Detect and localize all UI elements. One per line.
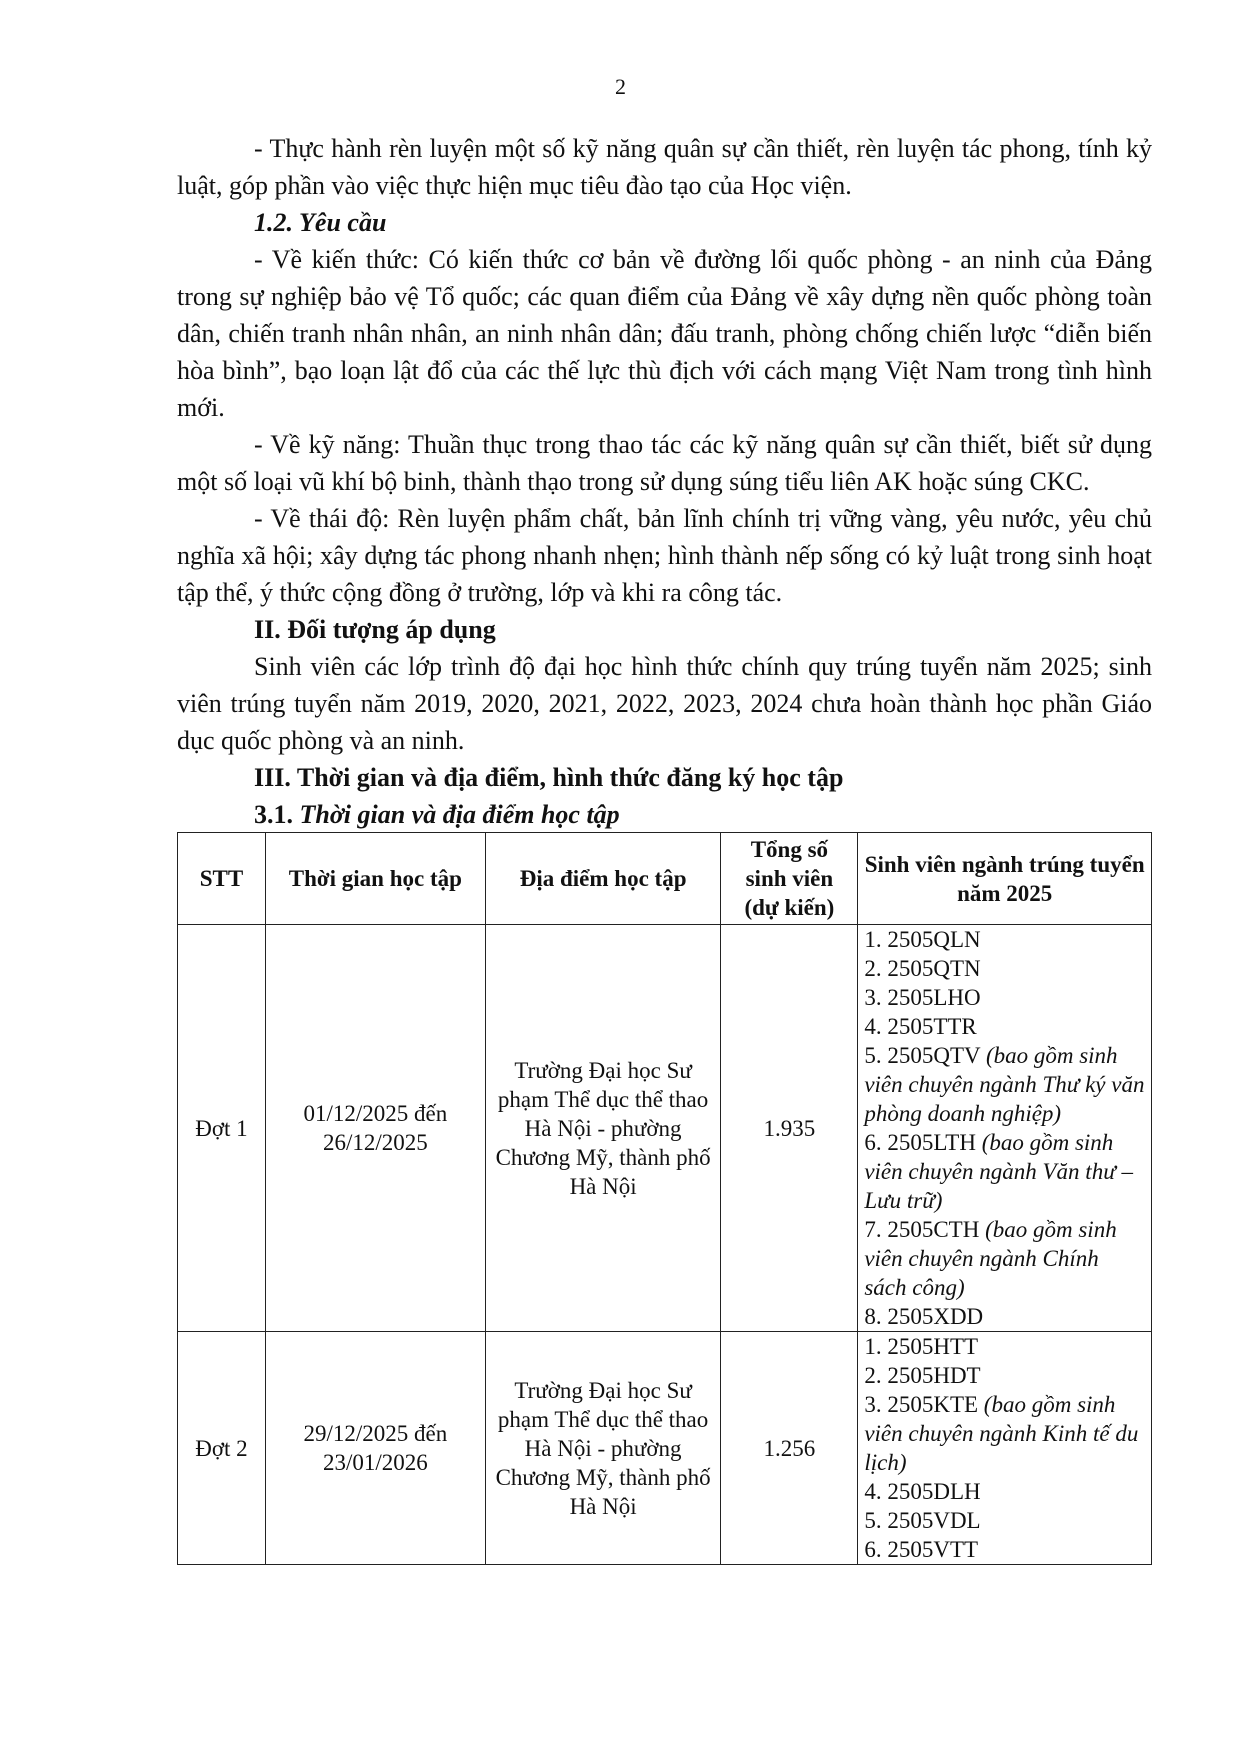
cell-total: 1.935 — [721, 925, 858, 1332]
heading-requirements: 1.2. Yêu cầu — [254, 208, 387, 237]
table-row — [178, 1332, 1152, 1565]
list-item: 4. 2505TTR — [864, 1014, 977, 1039]
schedule-table — [177, 832, 1152, 1565]
list-item: 1. 2505QLN — [864, 927, 981, 952]
list-item: 7. 2505CTH (bao gồm sinh viên chuyên ngành Chính sách công) — [864, 1217, 1117, 1300]
cell-time: 01/12/2025 đến 26/12/2025 — [265, 925, 485, 1332]
cell-total: 1.256 — [721, 1332, 858, 1565]
paragraph-practice: - Thực hành rèn luyện một số kỹ năng quân sự cần thiết, rèn luyện tác phong, tính kỷ luật, góp phần vào việc thực hiện mục tiêu đào tạo của Học viện. — [177, 134, 1152, 200]
heading-time-location: III. Thời gian và địa điểm, hình thức đăng ký học tập — [254, 763, 844, 792]
list-item: 2. 2505HDT — [864, 1363, 981, 1388]
list-item: 5. 2505QTV (bao gồm sinh viên chuyên ngành Thư ký văn phòng doanh nghiệp) — [864, 1043, 1145, 1126]
subheading-text: Thời gian và địa điểm học tập — [293, 800, 620, 829]
list-item: 6. 2505LTH (bao gồm sinh viên chuyên ngành Văn thư – Lưu trữ) — [864, 1130, 1133, 1213]
cell-stt: Đợt 1 — [178, 925, 266, 1332]
list-item: 1. 2505HTT — [864, 1334, 979, 1359]
page-number: 2 — [615, 74, 626, 99]
table-row — [178, 925, 1152, 1332]
list-item: 3. 2505KTE (bao gồm sinh viên chuyên ngành Kinh tế du lịch) — [864, 1392, 1139, 1475]
cell-time: 29/12/2025 đến 23/01/2026 — [265, 1332, 485, 1565]
table-header-row — [178, 833, 1152, 925]
list-item: 5. 2505VDL — [864, 1508, 981, 1533]
document-body — [177, 130, 1152, 833]
cell-majors — [858, 1332, 1152, 1565]
heading-target-group: II. Đối tượng áp dụng — [254, 615, 496, 644]
paragraph-skills: - Về kỹ năng: Thuần thục trong thao tác các kỹ năng quân sự cần thiết, biết sử dụng một số loại vũ khí bộ binh, thành thạo trong sử dụng súng tiểu liên AK hoặc súng CKC. — [177, 430, 1152, 496]
cell-majors — [858, 925, 1152, 1332]
subheading-number: 3.1. — [254, 800, 293, 829]
cell-stt: Đợt 2 — [178, 1332, 266, 1565]
cell-location: Trường Đại học Sư phạm Thể dục thể thao Hà Nội - phường Chương Mỹ, thành phố Hà Nội — [485, 925, 721, 1332]
list-item: 8. 2505XDD — [864, 1304, 984, 1329]
list-item: 6. 2505VTT — [864, 1537, 979, 1562]
paragraph-knowledge: - Về kiến thức: Có kiến thức cơ bản về đường lối quốc phòng - an ninh của Đảng trong sự nghiệp bảo vệ Tổ quốc; các quan điểm của Đảng về xây dựng nền quốc phòng toàn dân, chiến tranh nhân nhân, an ninh nhân dân; đấu tranh, phòng chống chiến lược “diễn biến hòa bình”, bạo loạn lật đổ của các thế lực thù địch với cách mạng Việt Nam trong tình hình mới. — [177, 245, 1152, 422]
header-location: Địa điểm học tập — [485, 833, 721, 925]
cell-location: Trường Đại học Sư phạm Thể dục thể thao Hà Nội - phường Chương Mỹ, thành phố Hà Nội — [485, 1332, 721, 1565]
paragraph-attitude: - Về thái độ: Rèn luyện phẩm chất, bản lĩnh chính trị vững vàng, yêu nước, yêu chủ nghĩa xã hội; xây dựng tác phong nhanh nhẹn; hình thành nếp sống có kỷ luật trong sinh hoạt tập thể, ý thức cộng đồng ở trường, lớp và khi ra công tác. — [177, 504, 1152, 607]
header-stt: STT — [178, 833, 266, 925]
list-item: 2. 2505QTN — [864, 956, 981, 981]
header-time: Thời gian học tập — [265, 833, 485, 925]
header-majors: Sinh viên ngành trúng tuyển năm 2025 — [858, 833, 1152, 925]
paragraph-target-group: Sinh viên các lớp trình độ đại học hình thức chính quy trúng tuyển năm 2025; sinh viên trúng tuyển năm 2019, 2020, 2021, 2022, 2023, 2024 chưa hoàn thành học phần Giáo dục quốc phòng và an ninh. — [177, 652, 1152, 755]
list-item: 3. 2505LHO — [864, 985, 981, 1010]
heading-time-location-sub — [177, 796, 1152, 833]
header-total: Tổng số sinh viên (dự kiến) — [721, 833, 858, 925]
list-item: 4. 2505DLH — [864, 1479, 981, 1504]
